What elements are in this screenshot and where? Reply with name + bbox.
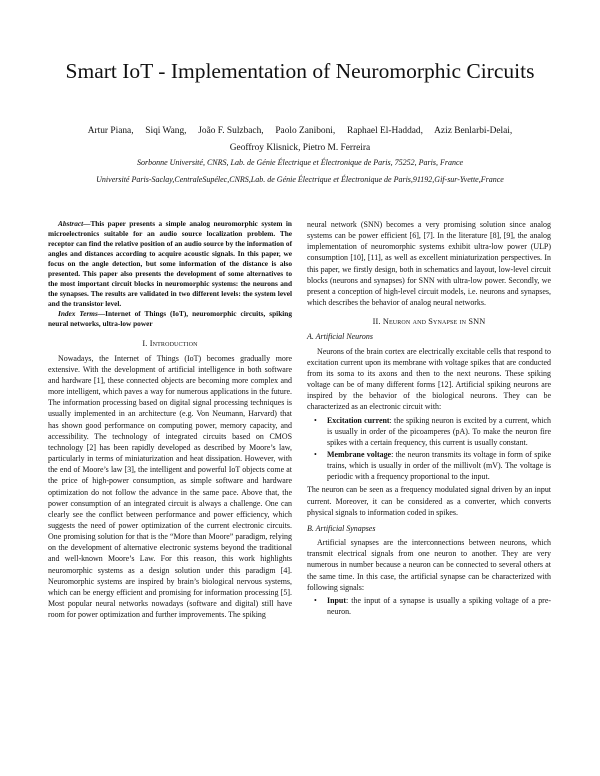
- bullet-icon: •: [314, 415, 317, 425]
- index-terms-text: —Internet of Things (IoT), neuromorphic circuits, spiking neural networks, ultra-low power: [48, 309, 293, 329]
- synapses-paragraph: Artificial synapses are the interconnections between neurons, which transmit electrical signals from one neuron to another. They are very numerous in number because a neuron can be connected to several others at the same time. In this case, the artificial synapse can be characterized with following signals:: [307, 538, 551, 592]
- author-line-1: Artur Piana, Siqi Wang, João F. Sulzbach, Paolo Zaniboni, Raphael El-Haddad, Aziz Benlarbi-Delai,: [87, 126, 513, 136]
- bullet-term: Membrane voltage: [327, 449, 392, 459]
- neurons-paragraph: Neurons of the brain cortex are electrically excitable cells that respond to excitation current upon its membrane with voltage spikes that are conducted from its soma to its axons and then to the next neurons. These spiking voltage can be of many different forms [12]. Artificial spiking neurons are inspired by the behavior of the biological neurons. They can be characterized as an electronic circuit with:: [307, 346, 551, 412]
- subsection-heading-artificial-neurons: A. Artificial Neurons: [307, 332, 373, 342]
- affiliation-1: Sorbonne Université, CNRS, Lab. de Génie Électrique et Électronique de Paris, 75252, Paris, France: [136, 158, 464, 167]
- section-heading-neuron-synapse: II. Neuron and Synapse in SNN: [372, 317, 486, 327]
- bullet-text: : the neuron transmits its voltage in form of spike trains, which is usually in order of the millivolt (mV). The voltage is periodic with a frequency proportional to the input.: [327, 449, 551, 482]
- subsection-heading-artificial-synapses: B. Artificial Synapses: [307, 523, 376, 533]
- author-list: [20, 123, 580, 156]
- index-terms: [48, 309, 292, 329]
- bullet-icon: •: [314, 449, 317, 459]
- right-column: [307, 219, 551, 619]
- neurons-paragraph-2: The neuron can be seen as a frequency modulated signal driven by an input current. Moreover, it can be considered as a converter, which converts physical signals to information coded in spikes.: [307, 485, 551, 517]
- left-column: [48, 219, 292, 620]
- neuron-bullet-list: [307, 415, 551, 483]
- list-item: [307, 415, 551, 448]
- list-item: [307, 595, 551, 617]
- bullet-text: : the input of a synapse is usually a spiking voltage of a pre-neuron.: [327, 595, 551, 616]
- list-item: [307, 449, 551, 482]
- section-heading-introduction: I. Introduction: [142, 338, 198, 348]
- affiliations: [10, 155, 590, 188]
- intro-paragraph-continued: neural network (SNN) becomes a very promising solution since analog systems can be power efficient [6], [7]. In the literature [8], [9], the analog implementation of neuromorphic systems exhibit ultra-low power (ULP) consumption [10], [11], as well as excellent miniaturization perspectives. In this paper, we firstly design, both in schematics and layout, low-level circuit blocks (neurons and synapses) for SNN with ultra-low power. Secondly, we present a conception of high-level circuit models, i.e. neurons and synapses, which describes the behavior of analog neural networks.: [307, 220, 551, 308]
- abstract-label: Abstract: [58, 219, 84, 228]
- bullet-term: Excitation current: [327, 415, 390, 425]
- bullet-term: Input: [327, 595, 346, 605]
- intro-paragraph: Nowadays, the Internet of Things (IoT) becomes gradually more extensive. With the development of artificial intelligence in both software and hardware [1], these connected objects are becoming more complex and more intelligent, which paves a way for numerous applications in the future. The information processing based on digital signal processing techniques is usually implemented in an architecture (e.g. Von Neumann, Harvard) that has shown good performance on computing power, memory capacity, and accessibility. The technology of integrated circuits based on CMOS technology [2] has been rapidly developed as described by Moore’s law, particularly in terms of miniaturization and heat dissipation. However, with the end of Moore’s law [3], the intelligent and powerful IoT objects come at the price of high-power consumption, as simple software and hardware optimization do not follow the advance in the same pace. Above that, the power consumption of an integrated circuit is always a challenge. One can clearly see the conflict between performance and power efficiency, which suggests the need of power optimization of the current electronic circuits. One promising solution for that is the “More than Moore” paradigm, relying on the development of alternative electronic systems beyond the traditional and well-known Moore’s Law. For this reason, this work highlights neuromorphic systems as a design solution under this paradigm [4]. Neuromorphic systems are inspired by brain’s biological nervous systems, which can be energy efficient and promising for information processing [5]. Most popular neural networks nowadays (software and digital) still have room for power optimization and further improvements. The spiking: [48, 353, 292, 620]
- bullet-text: : the spiking neuron is excited by a current, which is usually in order of the picoamperes (pA). To make the neuron fire spikes with a certain frequency, this current is usually constant.: [327, 415, 551, 447]
- author-line-2: Geoffroy Klisnick, Pietro M. Ferreira: [229, 142, 371, 153]
- abstract: [48, 219, 292, 309]
- paper-title: Smart IoT - Implementation of Neuromorphic Circuits: [65, 59, 535, 83]
- abstract-text: —This paper presents a simple analog neuromorphic system in microelectronics suitable for an audio source localization problem. The receptor can find the relative position of an audio source by the information of angles and distances according to acquire acoustic signals. In this paper, we focus on the angle detection, but some information of the distance is also presented. This paper also presents the development of some alternatives to the most important circuit blocks in neuromorphic systems: the neurons and the synapses. The results are validated in two different levels: the system level and the transistor level.: [48, 219, 292, 309]
- synapse-bullet-list: [307, 595, 551, 617]
- bullet-icon: •: [314, 595, 317, 605]
- affiliation-2: Université Paris-Saclay,CentraleSupélec,CNRS,Lab. de Génie Électrique et Électronique de Paris,91192,Gif-sur-Yvette,France: [96, 174, 504, 184]
- index-terms-label: Index Terms: [58, 309, 98, 319]
